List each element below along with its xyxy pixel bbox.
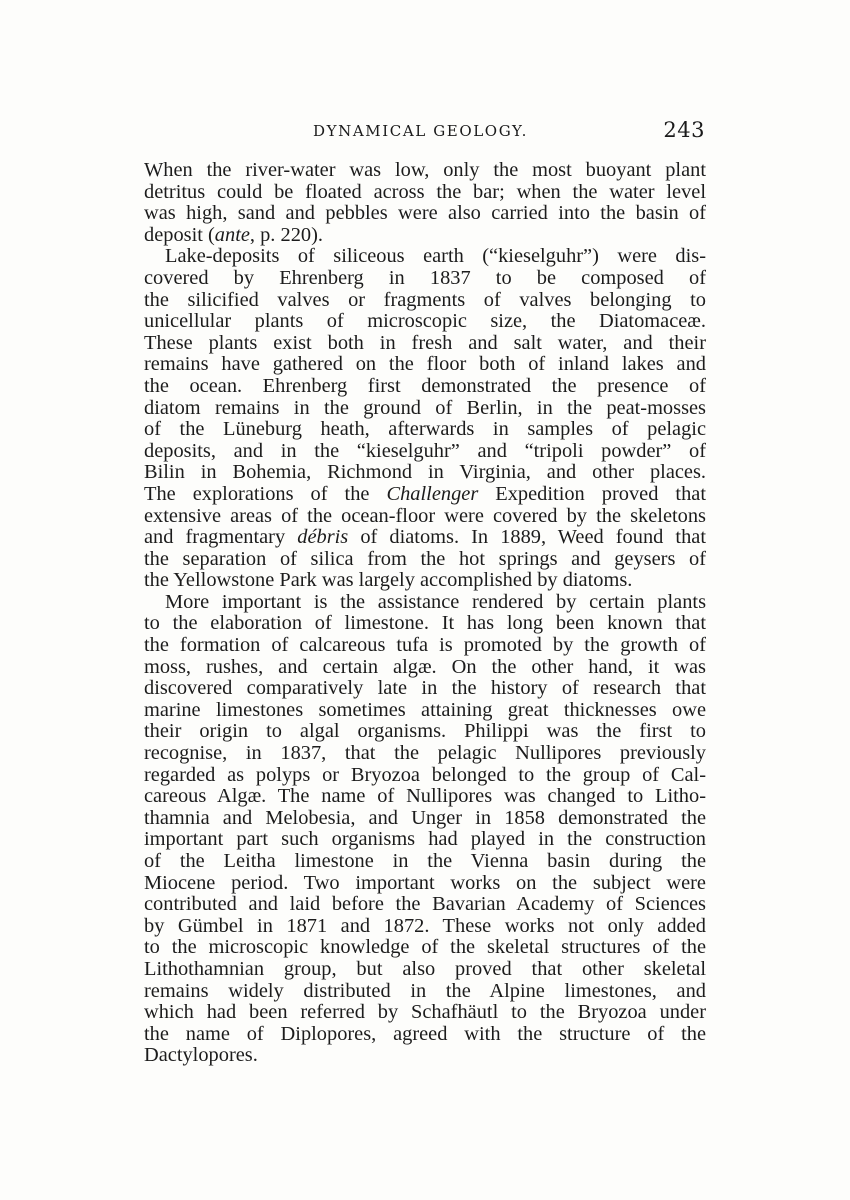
- text-line: was high, sand and pebbles were also carried into the basin of: [144, 203, 706, 225]
- running-head: [145, 118, 705, 150]
- text-line: to the elaboration of limestone. It has long been known that: [144, 613, 706, 635]
- text-line: and fragmentary débris of diatoms. In 1889, Weed found that: [144, 527, 706, 549]
- text-line: covered by Ehrenberg in 1837 to be composed of: [144, 267, 706, 289]
- text-line: More important is the assistance rendered by certain plants: [165, 591, 706, 613]
- text-line: When the river-water was low, only the most buoyant plant: [144, 160, 706, 181]
- text-line: Lake-deposits of siliceous earth (“kieselguhr”) were dis-: [165, 246, 706, 268]
- text-line: discovered comparatively late in the history of research that: [144, 678, 706, 700]
- italic-word: ante: [214, 224, 250, 246]
- text-line: thamnia and Melobesia, and Unger in 1858 demonstrated the: [144, 807, 706, 829]
- text-line: unicellular plants of microscopic size, the Diatomaceæ.: [144, 311, 706, 333]
- text-line: of the Lüneburg heath, afterwards in samples of pelagic: [144, 419, 706, 441]
- text-line: Dactylopores.: [144, 1045, 258, 1067]
- text-line: their origin to algal organisms. Philippi was the first to: [144, 721, 706, 743]
- page-number: 243: [663, 118, 705, 142]
- text-line: contributed and laid before the Bavarian Academy of Sciences: [144, 894, 706, 916]
- text-line: Miocene period. Two important works on the subject were: [144, 872, 706, 894]
- text-line: extensive areas of the ocean-floor were covered by the skeletons: [144, 505, 706, 527]
- text-line: deposit (ante, p. 220).: [144, 224, 323, 246]
- text-line: important part such organisms had played in the construction: [144, 829, 706, 851]
- text-line: Lithothamnian group, but also proved that other skeletal: [144, 958, 706, 980]
- text-line: detritus could be floated across the bar; when the water level: [144, 181, 706, 203]
- text-line: the ocean. Ehrenberg first demonstrated the presence of: [144, 375, 706, 397]
- text-line: the formation of calcareous tufa is promoted by the growth of: [144, 635, 706, 657]
- italic-word: Challenger: [386, 483, 479, 505]
- text-line: the silicified valves or fragments of valves belonging to: [144, 289, 706, 311]
- running-title: DYNAMICAL GEOLOGY.: [313, 122, 528, 140]
- text-line: Bilin in Bohemia, Richmond in Virginia, and other places.: [144, 462, 706, 484]
- text-line: to the microscopic knowledge of the skeletal structures of the: [144, 937, 706, 959]
- text-line: recognise, in 1837, that the pelagic Nullipores previously: [144, 743, 706, 765]
- text-line: The explorations of the Challenger Expedition proved that: [144, 483, 706, 505]
- text-line: which had been referred by Schafhäutl to the Bryozoa under: [144, 1002, 706, 1024]
- body-text: [144, 160, 706, 1067]
- text-line: careous Algæ. The name of Nullipores was changed to Litho-: [144, 786, 706, 808]
- text-line: marine limestones sometimes attaining great thicknesses owe: [144, 699, 706, 721]
- text-line: remains widely distributed in the Alpine limestones, and: [144, 980, 706, 1002]
- text-line: the Yellowstone Park was largely accomplished by diatoms.: [144, 570, 633, 592]
- italic-word: débris: [297, 527, 349, 549]
- text-line: of the Leitha limestone in the Vienna basin during the: [144, 851, 706, 872]
- text-line: by Gümbel in 1871 and 1872. These works not only added: [144, 915, 706, 937]
- text-line: deposits, and in the “kieselguhr” and “tripoli powder” of: [144, 440, 706, 462]
- text-line: These plants exist both in fresh and salt water, and their: [144, 332, 706, 354]
- text-line: the name of Diplopores, agreed with the structure of the: [144, 1023, 706, 1045]
- text-line: regarded as polyps or Bryozoa belonged to the group of Cal-: [144, 764, 706, 786]
- text-line: remains have gathered on the floor both of inland lakes and: [144, 354, 706, 376]
- text-line: the separation of silica from the hot springs and geysers of: [144, 548, 706, 570]
- text-line: diatom remains in the ground of Berlin, in the peat-mosses: [144, 397, 706, 419]
- text-line: moss, rushes, and certain algæ. On the other hand, it was: [144, 656, 706, 678]
